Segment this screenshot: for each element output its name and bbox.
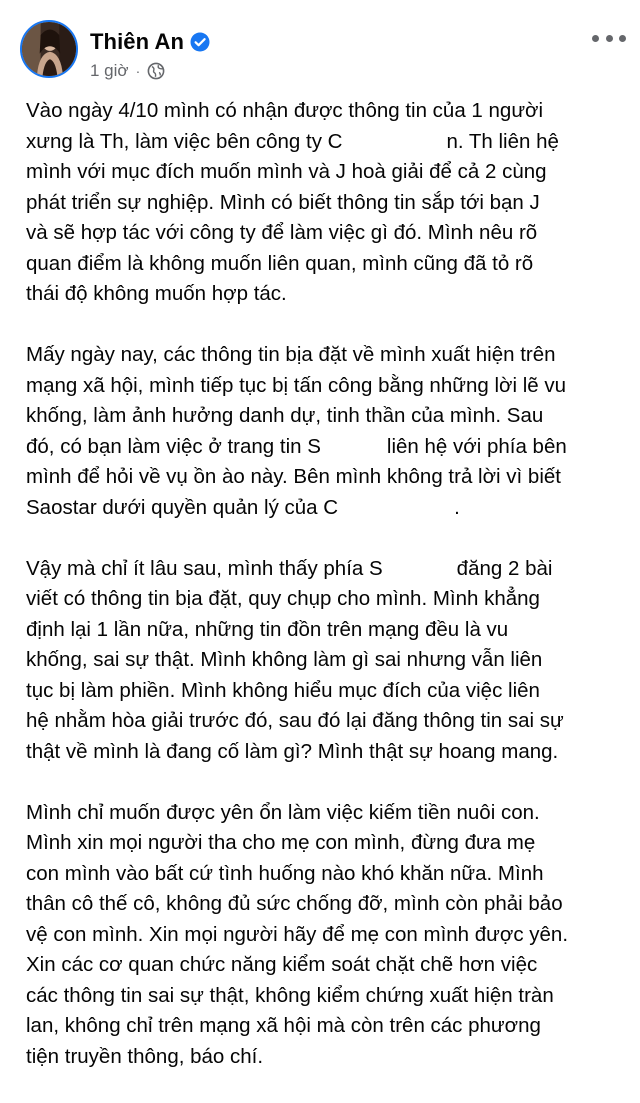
- redacted-space: [342, 147, 446, 148]
- author-name[interactable]: Thiên An: [90, 29, 185, 54]
- text-line: [26, 371, 626, 402]
- meta-separator: ·: [135, 63, 141, 79]
- text-segment: các thông tin sai sự thật, không kiểm chứng xuất hiện tràn: [26, 983, 554, 1007]
- text-line: [26, 859, 626, 890]
- text-segment: phát triển sự nghiệp. Mình có biết thông tin sắp tới bạn J: [26, 190, 540, 214]
- text-segment: mình để hỏi về vụ ồn ào này. Bên mình không trả lời vì biết: [26, 465, 561, 488]
- text-line: [26, 950, 626, 981]
- text-line: [26, 462, 626, 493]
- text-line: [26, 218, 626, 249]
- redacted-space: [338, 513, 454, 514]
- text-line: [26, 157, 626, 188]
- text-segment: khống, làm ảnh hưởng danh dự, tinh thần của mình. Sau: [26, 404, 544, 427]
- text-segment: đăng 2 bài: [456, 556, 553, 580]
- text-line: [26, 432, 626, 463]
- text-segment: định lại 1 lần nữa, những tin đồn trên mạng đều là vu: [26, 617, 509, 641]
- text-segment: viết có thông tin bịa đặt, quy chụp cho mình. Mình khẳng: [26, 587, 540, 610]
- text-line: [26, 828, 626, 859]
- avatar[interactable]: [20, 20, 78, 78]
- post-header: [0, 0, 640, 96]
- text-segment: Xin các cơ quan chức năng kiểm soát chặt chẽ hơn việc: [26, 953, 538, 976]
- text-segment: thân cô thế cô, không đủ sức chống đỡ, mình còn phải bảo: [26, 892, 563, 915]
- text-line: [26, 340, 626, 371]
- text-segment: tiện truyền thông, báo chí.: [26, 1044, 264, 1068]
- more-dot: [592, 35, 599, 42]
- text-line: [26, 1042, 626, 1073]
- text-line: [26, 279, 626, 310]
- text-segment: Vậy mà chỉ ít lâu sau, mình thấy phía S: [26, 556, 383, 580]
- text-segment: khống, sai sự thật. Mình không làm gì sai nhưng vẫn liên: [26, 648, 543, 671]
- text-segment: mình với mục đích muốn mình và J hoà giải để cả 2 cùng: [26, 160, 547, 183]
- text-line: [26, 127, 626, 158]
- text-line: [26, 920, 626, 951]
- text-line: [26, 889, 626, 920]
- text-segment: xưng là Th, làm việc bên công ty C: [26, 129, 343, 153]
- text-segment: hệ nhằm hòa giải trước đó, sau đó lại đăng thông tin sai sự: [26, 709, 564, 732]
- text-line: [26, 981, 626, 1012]
- author-line: [90, 28, 210, 56]
- text-line: [26, 401, 626, 432]
- text-segment: con mình vào bất cứ tình huống nào khó khăn nữa. Mình: [26, 861, 544, 885]
- text-segment: thật về mình là đang cố làm gì? Mình thật sự hoang mang.: [26, 739, 559, 763]
- post-paragraph-1: [26, 96, 626, 310]
- post-paragraph-2: [26, 340, 626, 523]
- text-line: [26, 798, 626, 829]
- post-body: [26, 96, 626, 1103]
- text-segment: n. Th liên hệ: [446, 129, 559, 153]
- redacted-space: [383, 574, 457, 575]
- more-options-icon[interactable]: [592, 26, 626, 50]
- text-line: [26, 249, 626, 280]
- text-segment: liên hệ với phía bên: [386, 434, 567, 458]
- text-segment: đó, có bạn làm việc ở trang tin S: [26, 434, 321, 458]
- timestamp[interactable]: 1 giờ: [90, 61, 129, 80]
- text-line: [26, 615, 626, 646]
- text-segment: quan điểm là không muốn liên quan, mình cũng đã tỏ rõ: [26, 251, 534, 275]
- globe-icon[interactable]: [147, 62, 165, 80]
- text-line: [26, 188, 626, 219]
- more-dot: [619, 35, 626, 42]
- text-segment: .: [454, 495, 460, 519]
- post-meta: [90, 60, 165, 82]
- text-segment: vệ con mình. Xin mọi người hãy để mẹ con mình được yên.: [26, 922, 569, 946]
- text-segment: Mấy ngày nay, các thông tin bịa đặt về mình xuất hiện trên: [26, 343, 556, 366]
- post-paragraph-4: [26, 798, 626, 1073]
- text-segment: thái độ không muốn hợp tác.: [26, 282, 287, 305]
- text-line: [26, 706, 626, 737]
- more-dot: [606, 35, 613, 42]
- text-line: [26, 645, 626, 676]
- text-line: [26, 676, 626, 707]
- text-line: [26, 584, 626, 615]
- verified-badge-icon: [190, 32, 210, 52]
- text-segment: Mình chỉ muốn được yên ổn làm việc kiếm tiền nuôi con.: [26, 800, 540, 824]
- text-segment: tục bị làm phiền. Mình không hiểu mục đích của việc liên: [26, 678, 540, 702]
- text-line: [26, 1011, 626, 1042]
- text-line: [26, 554, 626, 585]
- text-segment: Vào ngày 4/10 mình có nhận được thông tin của 1 người: [26, 99, 544, 122]
- text-segment: và sẽ hợp tác với công ty để làm việc gì đó. Mình nêu rõ: [26, 221, 538, 244]
- redacted-space: [321, 452, 387, 453]
- text-segment: Mình xin mọi người tha cho mẹ con mình, đừng đưa mẹ: [26, 831, 536, 854]
- text-segment: mạng xã hội, mình tiếp tục bị tấn công bằng những lời lẽ vu: [26, 373, 566, 397]
- text-segment: Saostar dưới quyền quản lý của C: [26, 495, 339, 519]
- text-line: [26, 493, 626, 524]
- post-paragraph-3: [26, 554, 626, 768]
- text-line: [26, 96, 626, 127]
- avatar-photo-icon: [22, 22, 76, 76]
- text-segment: lan, không chỉ trên mạng xã hội mà còn trên các phương: [26, 1014, 541, 1037]
- text-line: [26, 737, 626, 768]
